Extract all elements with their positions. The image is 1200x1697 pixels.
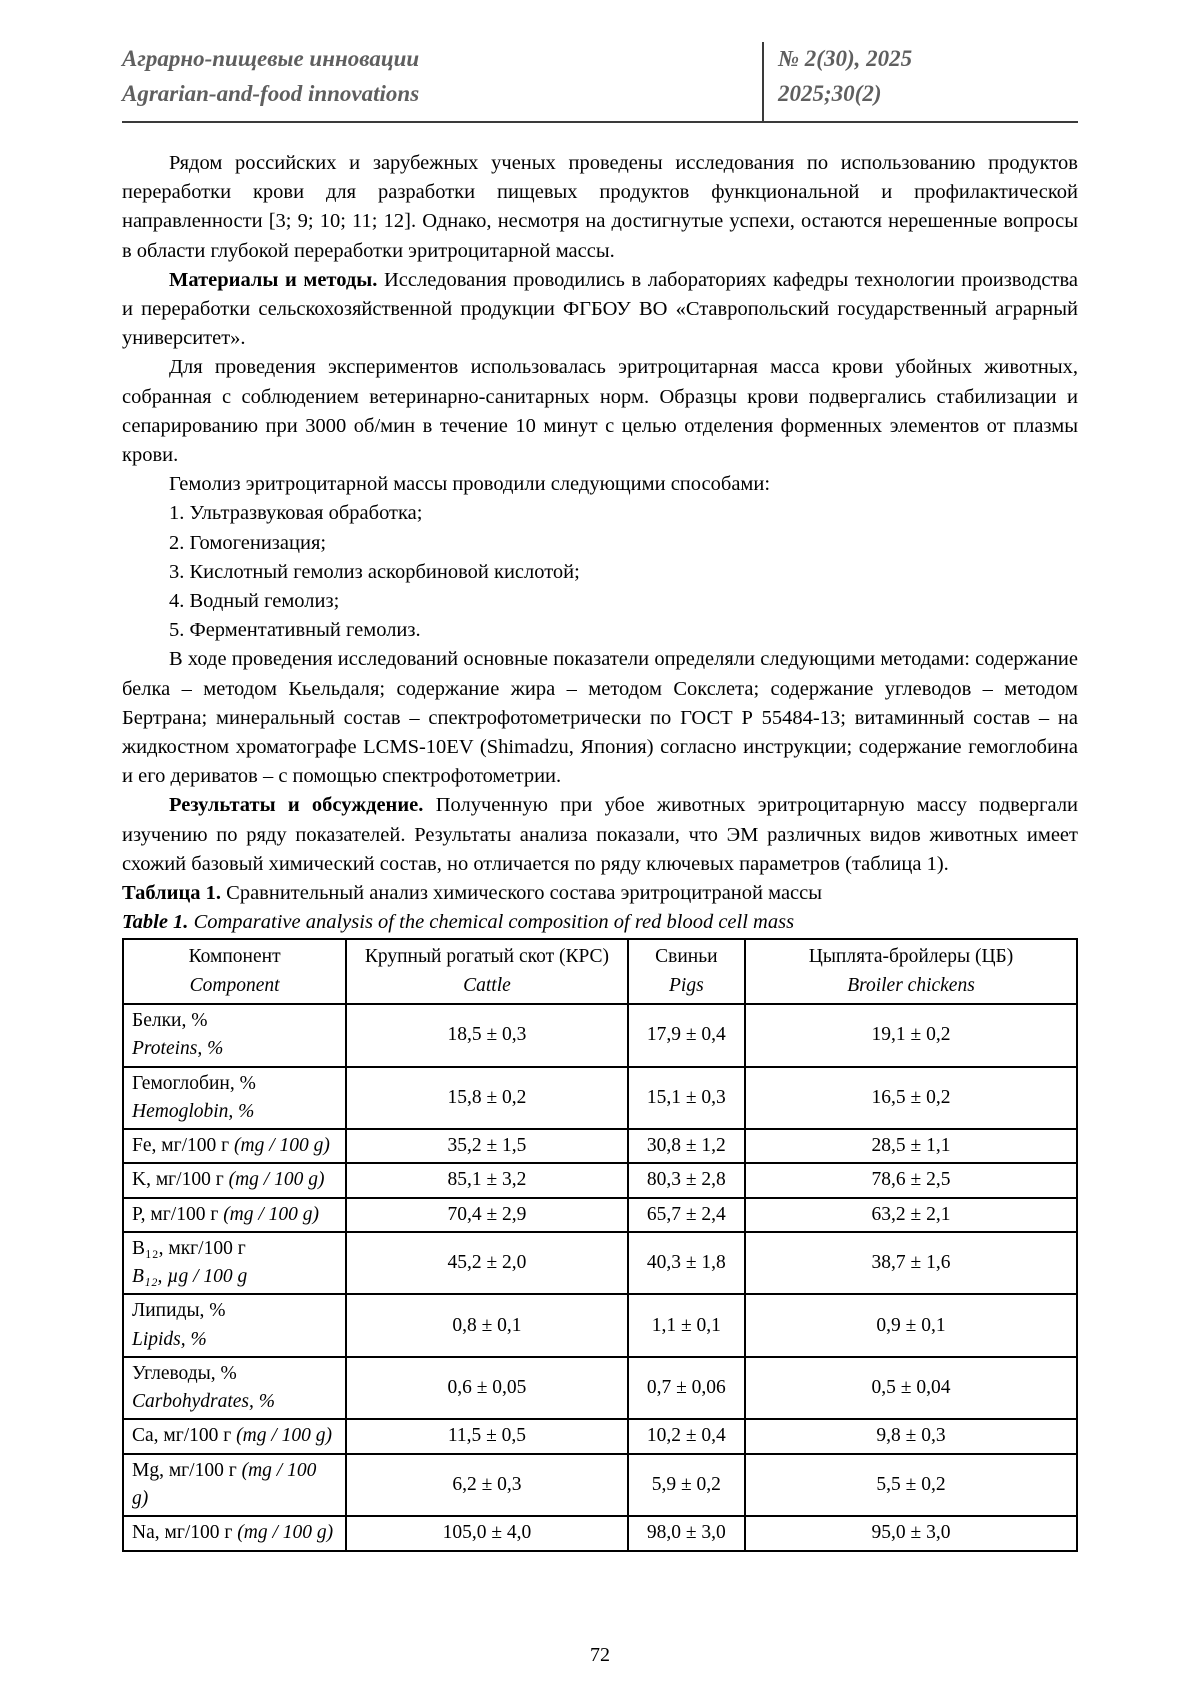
table-row bbox=[123, 1198, 1077, 1232]
component-name-ru: Гемоглобин, % bbox=[132, 1072, 256, 1094]
component-name-cell bbox=[123, 1129, 346, 1163]
table-row bbox=[123, 1067, 1077, 1130]
results-heading: Результаты и обсуждение. bbox=[169, 794, 424, 817]
component-name-en: (mg / 100 g) bbox=[236, 1425, 333, 1447]
table-caption-ru bbox=[122, 879, 1078, 908]
table-header-row bbox=[123, 939, 1077, 1004]
component-name-cell bbox=[123, 1232, 346, 1295]
results-text: Полученную при убое животных эритроцитарную массу подвергали изучению по ряду показателей. Результаты анализа показали, что ЭМ различных видов животных имеет схожий базовый химический состав, но отличается по ряду ключевых параметров (таблица 1). bbox=[122, 794, 1079, 875]
list-item: 3. Кислотный гемолиз аскорбиновой кислотой; bbox=[169, 560, 580, 583]
page-number: 72 bbox=[590, 1644, 610, 1666]
value-pigs: 98,0 ± 3,0 bbox=[628, 1516, 745, 1550]
column-header-ru: Свиньи bbox=[655, 946, 718, 968]
paragraph-results bbox=[122, 791, 1078, 879]
paragraph-experiments: Для проведения экспериментов использовалась эритроцитарная масса крови убойных животных, собранная с соблюдением ветеринарно-санитарных норм. Образцы крови подвергались стабилизации и сепарированию при 3000 об/мин в течение 10 минут с целью отделения форменных элементов от плазмы крови. bbox=[122, 356, 1078, 467]
value-cattle: 6,2 ± 0,3 bbox=[346, 1454, 627, 1517]
list-item: 5. Ферментативный гемолиз. bbox=[169, 619, 421, 642]
table-row bbox=[123, 1129, 1077, 1163]
value-broilers: 0,5 ± 0,04 bbox=[745, 1357, 1077, 1420]
value-broilers: 95,0 ± 3,0 bbox=[745, 1516, 1077, 1550]
issue-block bbox=[762, 42, 1078, 121]
issue-number-en: 2025;30(2) bbox=[778, 80, 882, 106]
value-pigs: 1,1 ± 0,1 bbox=[628, 1294, 745, 1357]
page-footer bbox=[0, 1644, 1200, 1667]
column-header-en: Component bbox=[189, 974, 280, 996]
component-name-ru: Na, мг/100 г bbox=[132, 1522, 233, 1544]
table-row bbox=[123, 1294, 1077, 1357]
page-header bbox=[122, 42, 1078, 123]
column-header-ru: Цыплята-бройлеры (ЦБ) bbox=[808, 946, 1014, 968]
component-name-en: (mg / 100 g) bbox=[132, 1459, 317, 1509]
column-header-en: Cattle bbox=[463, 974, 511, 996]
column-header-en: Broiler chickens bbox=[847, 974, 975, 996]
value-pigs: 80,3 ± 2,8 bbox=[628, 1163, 745, 1197]
value-cattle: 15,8 ± 0,2 bbox=[346, 1067, 627, 1130]
paragraph-analysis-methods: В ходе проведения исследований основные показатели определяли следующими методами: содержание белка – методом Кьельдаля; содержание жира – методом Сокслета; содержание углеводов – методом Бертрана; минеральный состав – спектрофотометрически по ГОСТ Р 55484-13; витаминный состав – на жидкостном хроматографе LCMS-10EV (Shimadzu, Япония) согласно инструкции; содержание гемоглобина и его дериватов – с помощью спектрофотометрии. bbox=[122, 648, 1078, 788]
component-name-ru: Mg, мг/100 г bbox=[132, 1459, 237, 1481]
value-cattle: 105,0 ± 4,0 bbox=[346, 1516, 627, 1550]
issue-number-ru: № 2(30), 2025 bbox=[778, 46, 913, 71]
value-pigs: 65,7 ± 2,4 bbox=[628, 1198, 745, 1232]
table-row bbox=[123, 1454, 1077, 1517]
column-header-cattle bbox=[346, 939, 627, 1004]
value-cattle: 85,1 ± 3,2 bbox=[346, 1163, 627, 1197]
value-cattle: 45,2 ± 2,0 bbox=[346, 1232, 627, 1295]
component-name-cell bbox=[123, 1357, 346, 1420]
paragraph-materials-methods bbox=[122, 266, 1078, 354]
journal-title-ru: Аграрно-пищевые инновации bbox=[122, 46, 420, 71]
value-cattle: 11,5 ± 0,5 bbox=[346, 1419, 627, 1453]
component-name-ru: Углеводы, % bbox=[132, 1362, 237, 1384]
table-row bbox=[123, 1357, 1077, 1420]
composition-table bbox=[122, 938, 1078, 1551]
component-name-ru: Fe, мг/100 г bbox=[132, 1135, 230, 1157]
component-name-en: Lipids, % bbox=[132, 1328, 207, 1350]
table-caption-label-en: Table 1. bbox=[122, 911, 189, 934]
component-name-en: Carbohydrates, % bbox=[132, 1391, 275, 1413]
component-name-ru: В₁₂, мкг/100 г bbox=[132, 1237, 246, 1259]
component-name-ru: P, мг/100 г bbox=[132, 1203, 219, 1225]
component-name-cell bbox=[123, 1067, 346, 1130]
list-item: 2. Гомогенизация; bbox=[169, 531, 327, 554]
component-name-en: (mg / 100 g) bbox=[234, 1135, 330, 1157]
methods-list bbox=[122, 499, 1078, 645]
table-row bbox=[123, 1163, 1077, 1197]
value-broilers: 0,9 ± 0,1 bbox=[745, 1294, 1077, 1357]
table-row bbox=[123, 1004, 1077, 1067]
column-header-ru: Компонент bbox=[188, 946, 281, 968]
value-broilers: 63,2 ± 2,1 bbox=[745, 1198, 1077, 1232]
column-header-broilers bbox=[745, 939, 1077, 1004]
table-row bbox=[123, 1516, 1077, 1550]
table-caption-text-en: Comparative analysis of the chemical composition of red blood cell mass bbox=[193, 911, 795, 934]
value-cattle: 18,5 ± 0,3 bbox=[346, 1004, 627, 1067]
column-header-component bbox=[123, 939, 346, 1004]
journal-title-block bbox=[122, 42, 762, 121]
component-name-en: (mg / 100 g) bbox=[223, 1203, 320, 1225]
value-broilers: 9,8 ± 0,3 bbox=[745, 1419, 1077, 1453]
value-pigs: 5,9 ± 0,2 bbox=[628, 1454, 745, 1517]
value-cattle: 70,4 ± 2,9 bbox=[346, 1198, 627, 1232]
value-broilers: 38,7 ± 1,6 bbox=[745, 1232, 1077, 1295]
materials-methods-heading: Материалы и методы. bbox=[169, 268, 378, 291]
component-name-ru: Белки, % bbox=[132, 1010, 208, 1032]
component-name-en: Proteins, % bbox=[132, 1038, 224, 1060]
value-cattle: 35,2 ± 1,5 bbox=[346, 1129, 627, 1163]
component-name-ru: K, мг/100 г bbox=[132, 1169, 224, 1191]
list-item: 1. Ультразвуковая обработка; bbox=[169, 502, 423, 525]
paragraph-hemolysis-intro: Гемолиз эритроцитарной массы проводили следующими способами: bbox=[169, 473, 771, 496]
value-cattle: 0,8 ± 0,1 bbox=[346, 1294, 627, 1357]
component-name-ru: Ca, мг/100 г bbox=[132, 1425, 232, 1447]
value-pigs: 10,2 ± 0,4 bbox=[628, 1419, 745, 1453]
column-header-pigs bbox=[628, 939, 745, 1004]
value-pigs: 30,8 ± 1,2 bbox=[628, 1129, 745, 1163]
component-name-cell bbox=[123, 1163, 346, 1197]
value-broilers: 78,6 ± 2,5 bbox=[745, 1163, 1077, 1197]
value-cattle: 0,6 ± 0,05 bbox=[346, 1357, 627, 1420]
column-header-ru: Крупный рогатый скот (КРС) bbox=[364, 946, 610, 968]
component-name-en: Hemoglobin, % bbox=[132, 1100, 255, 1122]
component-name-en: (mg / 100 g) bbox=[237, 1522, 334, 1544]
table-caption-label-ru: Таблица 1. bbox=[122, 882, 222, 905]
paragraph-intro: Рядом российских и зарубежных ученых проведены исследования по использованию продуктов переработки крови для разработки пищевых продуктов функциональной и профилактической направленности [3; 9; 10; 11; 12]. Однако, несмотря на достигнутые успехи, остаются нерешенные вопросы в области глубокой переработки эритроцитарной массы. bbox=[122, 152, 1078, 262]
value-pigs: 40,3 ± 1,8 bbox=[628, 1232, 745, 1295]
materials-methods-text: Исследования проводились в лабораториях кафедры технологии производства и переработки сельскохозяйственной продукции ФГБОУ ВО «Ставропольский государственный аграрный университет». bbox=[122, 268, 1078, 350]
value-pigs: 17,9 ± 0,4 bbox=[628, 1004, 745, 1067]
table-caption-text-ru: Сравнительный анализ химического состава эритроцитраной массы bbox=[226, 882, 823, 905]
component-name-cell bbox=[123, 1198, 346, 1232]
column-header-en: Pigs bbox=[668, 974, 704, 996]
table-row bbox=[123, 1232, 1077, 1295]
article-body bbox=[122, 149, 1078, 1552]
component-name-en: B₁₂, µg / 100 g bbox=[132, 1266, 248, 1288]
value-broilers: 19,1 ± 0,2 bbox=[745, 1004, 1077, 1067]
list-item: 4. Водный гемолиз; bbox=[169, 590, 340, 613]
component-name-en: (mg / 100 g) bbox=[228, 1169, 325, 1191]
value-pigs: 15,1 ± 0,3 bbox=[628, 1067, 745, 1130]
component-name-cell bbox=[123, 1004, 346, 1067]
table-caption-en bbox=[122, 908, 1078, 937]
value-broilers: 16,5 ± 0,2 bbox=[745, 1067, 1077, 1130]
component-name-ru: Липиды, % bbox=[132, 1300, 226, 1322]
component-name-cell bbox=[123, 1294, 346, 1357]
component-name-cell bbox=[123, 1516, 346, 1550]
component-name-cell bbox=[123, 1419, 346, 1453]
journal-title-en: Agrarian-and-food innovations bbox=[122, 80, 420, 106]
table-row bbox=[123, 1419, 1077, 1453]
value-pigs: 0,7 ± 0,06 bbox=[628, 1357, 745, 1420]
value-broilers: 5,5 ± 0,2 bbox=[745, 1454, 1077, 1517]
value-broilers: 28,5 ± 1,1 bbox=[745, 1129, 1077, 1163]
component-name-cell bbox=[123, 1454, 346, 1517]
